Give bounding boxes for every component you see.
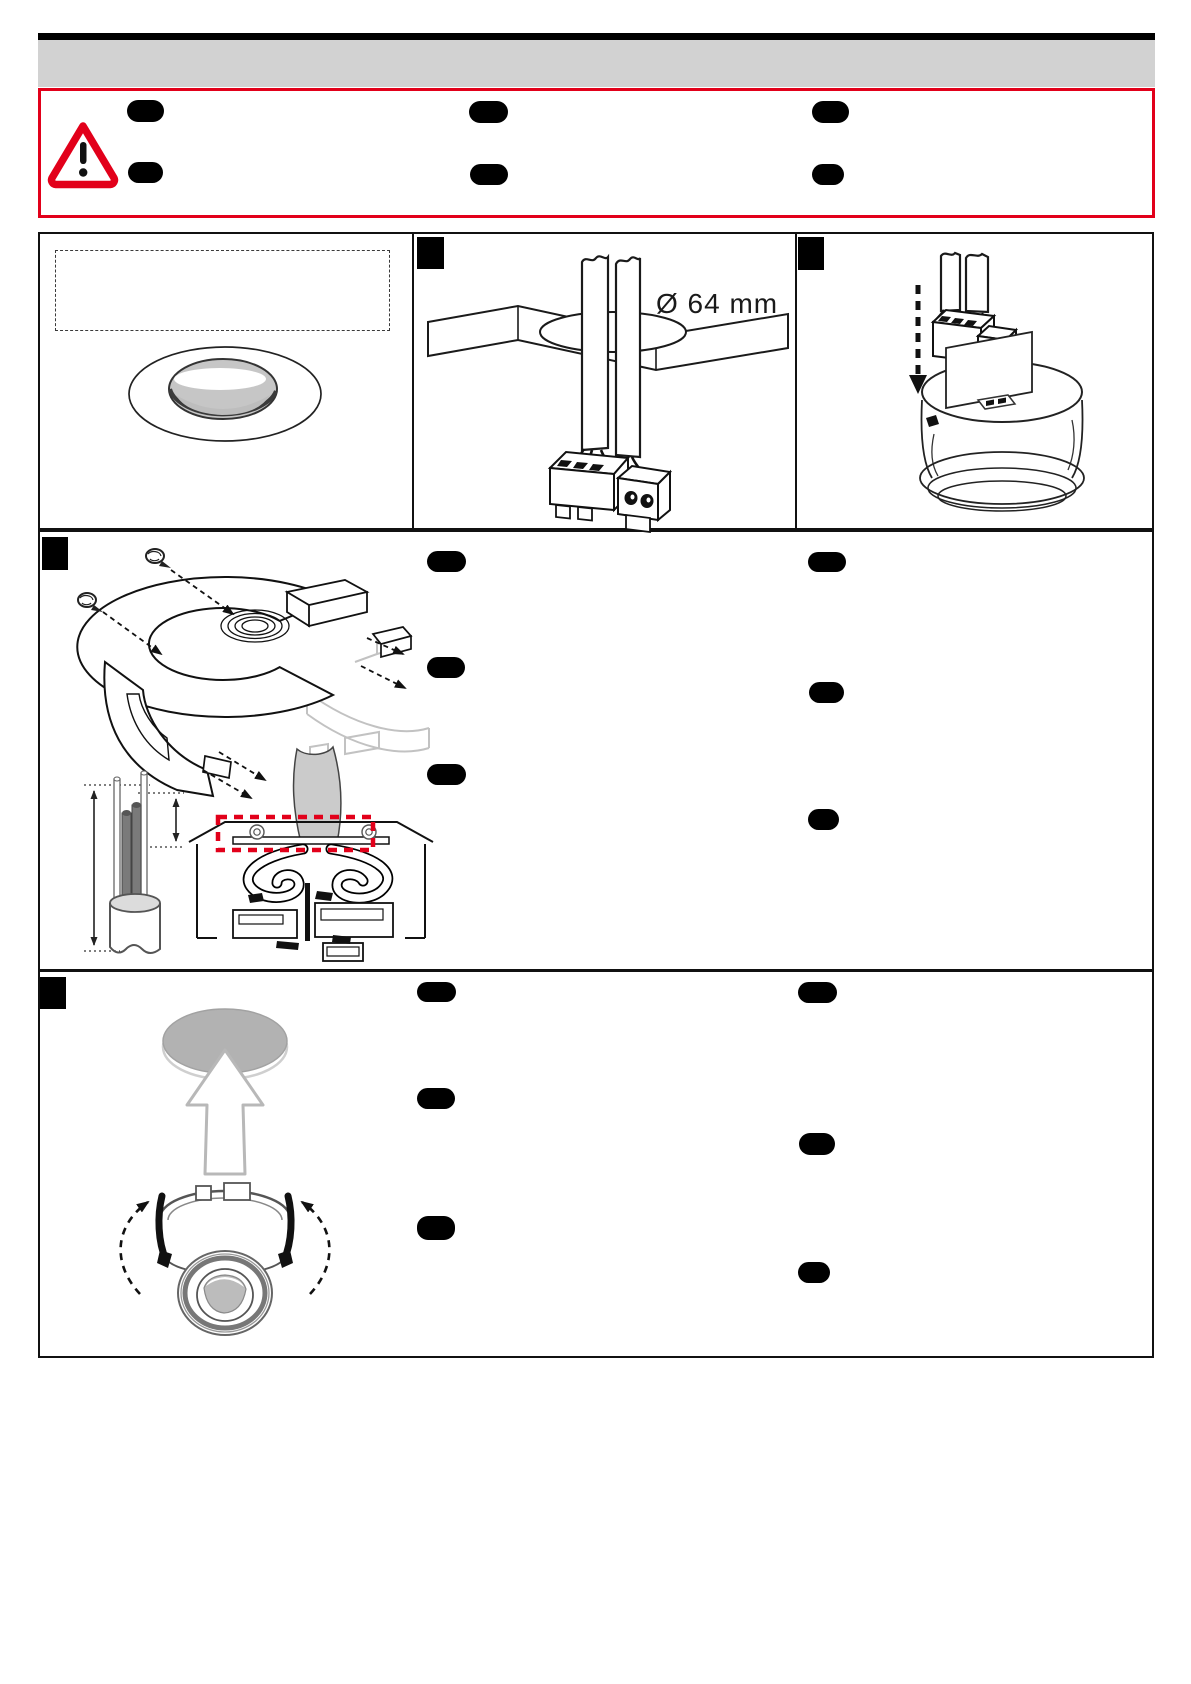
redacted-text: [427, 764, 466, 785]
redacted-text: [809, 682, 844, 703]
redacted-text: [417, 982, 456, 1002]
step-marker-redacted: [40, 977, 66, 1009]
redacted-text: [427, 657, 465, 678]
redacted-text: [798, 1262, 830, 1283]
cables-through-hole-illustration: [420, 252, 790, 528]
screw: [78, 593, 103, 612]
redacted-text: [470, 164, 508, 185]
redacted-text: [798, 982, 837, 1003]
redacted-text: [417, 1088, 455, 1109]
spring-coil: [221, 610, 289, 642]
redacted-text: [799, 1133, 835, 1155]
redacted-text: [812, 164, 844, 185]
redacted-text: [127, 100, 164, 122]
redacted-text: [128, 162, 163, 183]
redacted-text: [808, 809, 839, 830]
cable-strip-dimension-illustration: [80, 755, 188, 960]
wiring-compartment-cross-section: [185, 745, 437, 967]
redacted-text: [812, 101, 849, 123]
redacted-text: [469, 101, 508, 123]
redacted-text: [427, 551, 466, 572]
coiled-wires: [248, 849, 388, 898]
column-divider: [795, 234, 797, 528]
masthead-black-rule: [38, 33, 1155, 40]
hole-diameter-label: Ø 64 mm: [656, 288, 779, 319]
redacted-text: [808, 552, 846, 572]
redacted-text: [417, 1216, 455, 1240]
warning-box: [38, 88, 1155, 218]
recessed-detector-illustration: [118, 345, 334, 445]
cover-removal-illustration: [112, 1006, 338, 1342]
cable-sleeve: [294, 747, 341, 843]
row-divider: [40, 528, 1152, 532]
connectors-into-housing-illustration: [882, 250, 1150, 528]
row-divider: [40, 969, 1152, 972]
step-marker-redacted: [798, 237, 824, 270]
masthead-title-bar: [38, 40, 1155, 87]
warning-triangle-icon: [46, 119, 120, 187]
column-divider: [412, 234, 414, 528]
screw: [146, 549, 171, 568]
panel1-note-box: [55, 250, 390, 331]
